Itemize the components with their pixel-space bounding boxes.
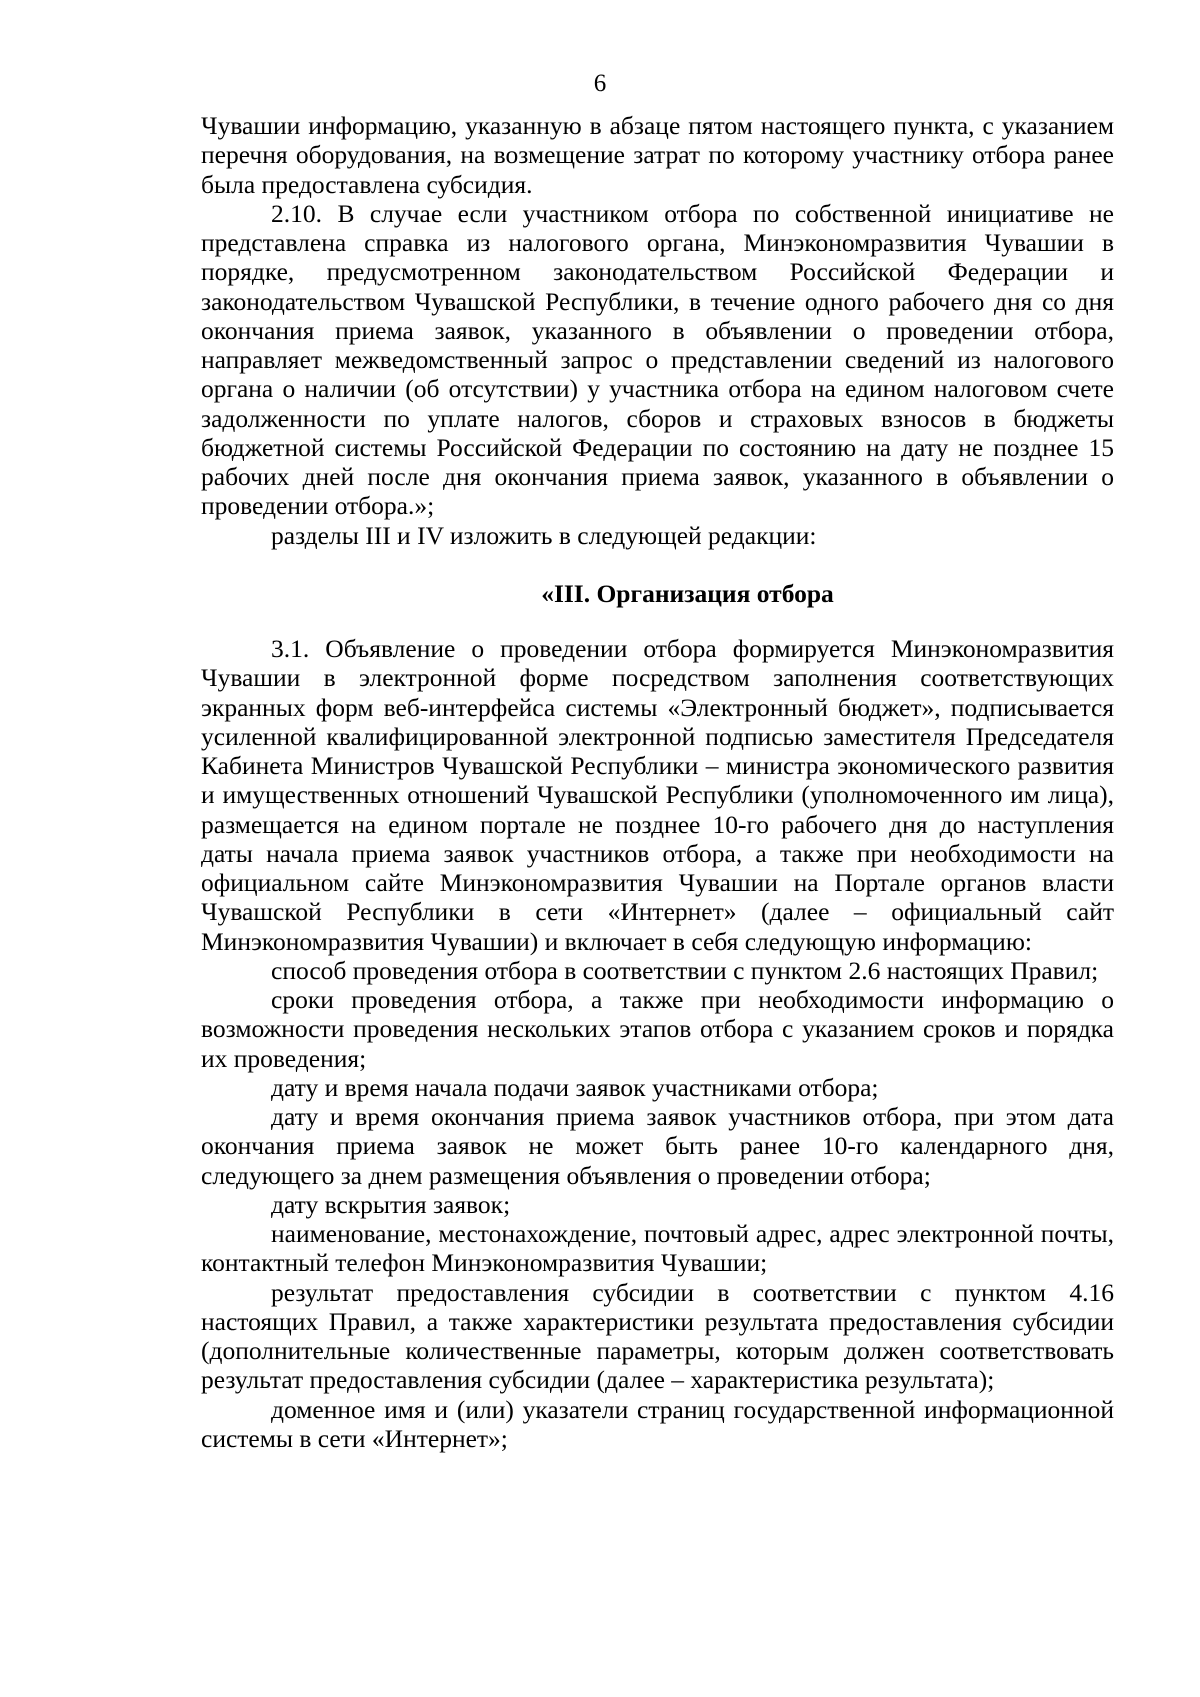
list-item-selection-terms: сроки проведения отбора, а также при необходимости информацию о возможности проведения нескольких этапов отбора с указанием сроков и порядка их проведения; [201, 985, 1114, 1073]
section-heading: «III. Организация отбора [541, 578, 834, 608]
paragraph-continuation: Чувашии информацию, указанную в абзаце пятом настоящего пункта, с указанием перечня оборудования, на возмещение затрат по которому участнику отбора ранее была предоставлена субсидия. [201, 111, 1114, 199]
list-item-contacts: наименование, местонахождение, почтовый адрес, адрес электронной почты, контактный телефон Минэкономразвития Чувашии; [201, 1219, 1114, 1278]
list-item-end-date: дату и время окончания приема заявок участников отбора, при этом дата окончания приема заявок не может быть ранее 10-го календарного дня, следующего за днем размещения объявления о проведении отбора; [201, 1102, 1114, 1190]
paragraph-3-1: 3.1. Объявление о проведении отбора формируется Минэкономразвития Чувашии в электронной форме посредством заполнения соответствующих экранных форм веб-интерфейса системы «Электронный бюджет», подписывается усиленной квалифицированной электронной подписью заместителя Председателя Кабинета Министров Чувашской Республики – министра экономического развития и имущественных отношений Чувашской Республики (уполномоченного им лица), размещается на едином портале не позднее 10-го рабочего дня до наступления даты начала приема заявок участников отбора, а также при необходимости на официальном сайте Минэкономразвития Чувашии на Портале органов власти Чувашской Республики в сети «Интернет» (далее – официальный сайт Минэкономразвития Чувашии) и включает в себя следующую информацию: [201, 634, 1114, 956]
list-item-domain-name: доменное имя и (или) указатели страниц государственной информационной системы в сети «Интернет»; [201, 1394, 1114, 1453]
document-body [201, 111, 1114, 1453]
paragraph-2-10: 2.10. В случае если участником отбора по собственной инициативе не представлена справка из налогового органа, Минэкономразвития Чувашии в порядке, предусмотренном законодательством Российской Федерации и законодательством Чувашской Республики, в течение одного рабочего дня со дня окончания приема заявок, указанного в объявлении о проведении отбора, направляет межведомственный запрос о представлении сведений из налогового органа о наличии (об отсутствии) у участника отбора на едином налоговом счете задолженности по уплате налогов, сборов и страховых взносов в бюджеты бюджетной системы Российской Федерации по состоянию на дату не позднее 15 рабочих дней после дня окончания приема заявок, указанного в объявлении о проведении отбора.»; [201, 198, 1114, 521]
list-item-start-date: дату и время начала подачи заявок участниками отбора; [271, 1072, 879, 1102]
list-item-selection-method: способ проведения отбора в соответствии с пунктом 2.6 настоящих Правил; [271, 955, 1099, 985]
paragraph-sections-edit: разделы III и IV изложить в следующей редакции: [271, 520, 817, 550]
list-item-opening-date: дату вскрытия заявок; [271, 1189, 511, 1219]
list-item-subsidy-result: результат предоставления субсидии в соответствии с пунктом 4.16 настоящих Правил, а также характеристики результата предоставления субсидии (дополнительные количественные параметры, которым должен соответствовать результат предоставления субсидии (далее – характеристика результата); [201, 1277, 1114, 1395]
page-number: 6 [593, 70, 607, 97]
